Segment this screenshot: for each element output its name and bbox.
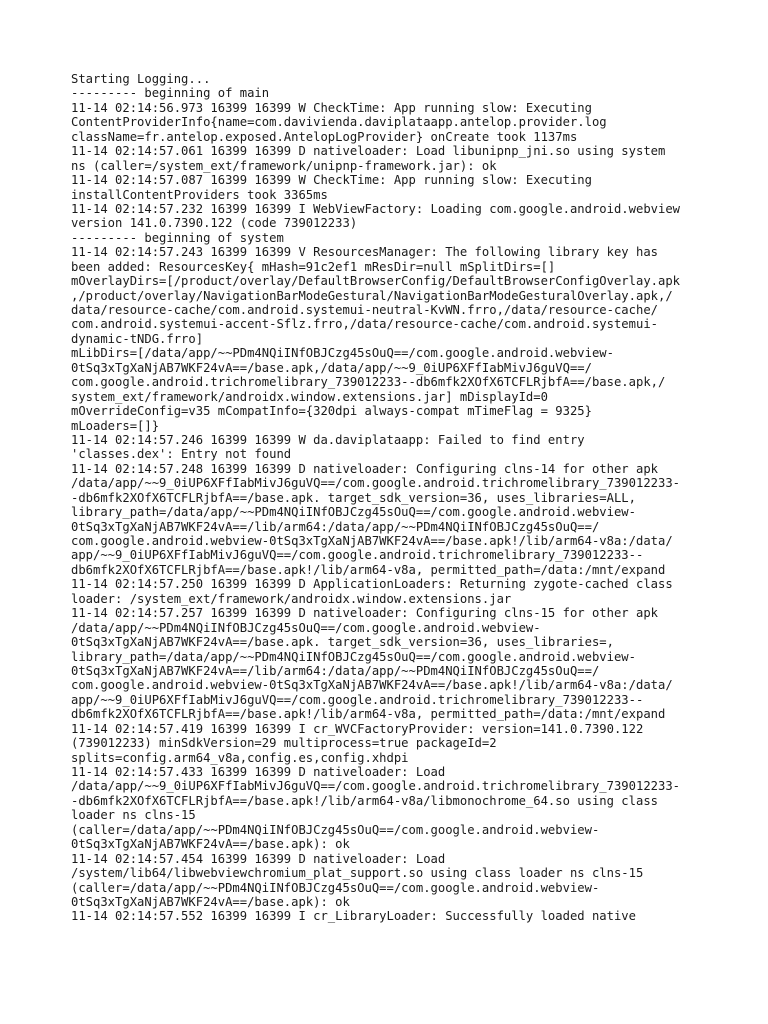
log-line: mOverlayDirs=[/product/overlay/DefaultBrowserConfig/DefaultBrowserConfigOverlay.apk [71,274,681,289]
log-line: 11-14 02:14:57.087 16399 16399 W CheckTime: App running slow: Executing [71,173,592,188]
log-line: dynamic-tNDG.frro] [71,331,204,346]
log-line: 11-14 02:14:57.246 16399 16399 W da.daviplataapp: Failed to find entry [71,432,585,447]
log-line: library_path=/data/app/~~PDm4NQiINfOBJCzg45sOuQ==/com.google.android.webview- [71,649,636,664]
log-line: -db6mfk2XOfX6TCFLRjbfA==/base.apk!/lib/arm64-v8a/libmonochrome_64.so using class [71,793,658,808]
log-line: ns (caller=/system_ext/framework/unipnp-framework.jar): ok [71,158,497,173]
log-line: /data/app/~~9_0iUP6XFfIabMivJ6guVQ==/com.google.android.trichromelibrary_739012233- [71,476,681,491]
log-line: 11-14 02:14:57.552 16399 16399 I cr_LibraryLoader: Successfully loaded native [71,909,636,924]
log-line: been added: ResourcesKey{ mHash=91c2ef1 mResDir=null mSplitDirs=[] [71,259,556,274]
log-line: db6mfk2XOfX6TCFLRjbfA==/base.apk!/lib/arm64-v8a, permitted_path=/data:/mnt/expand [71,707,666,722]
log-line: 11-14 02:14:57.232 16399 16399 I WebViewFactory: Loading com.google.android.webview [71,201,681,216]
log-line: /system/lib64/libwebviewchromium_plat_support.so using class loader ns clns-15 [71,866,644,881]
log-line: mOverrideConfig=v35 mCompatInfo={320dpi always-compat mTimeFlag = 9325} [71,404,592,419]
log-line: loader: /system_ext/framework/androidx.window.extensions.jar [71,591,512,606]
log-line: -db6mfk2XOfX6TCFLRjbfA==/base.apk. target_sdk_version=36, uses_libraries=ALL, [71,490,636,505]
log-line: 0tSq3xTgXaNjAB7WKF24vA==/lib/arm64:/data/app/~~PDm4NQiINfOBJCzg45sOuQ==/ [71,663,600,678]
log-line: --------- beginning of system [71,230,284,245]
log-line: installContentProviders took 3365ms [71,187,328,202]
log-line: splits=config.arm64_v8a,config.es,config.xhdpi [71,750,409,765]
log-line: --------- beginning of main [71,86,270,101]
log-line: mLibDirs=[/data/app/~~PDm4NQiINfOBJCzg45sOuQ==/com.google.android.webview- [71,346,614,361]
log-line: com.google.android.webview-0tSq3xTgXaNjAB7WKF24vA==/base.apk!/lib/arm64-v8a:/data/ [71,678,673,693]
log-line: system_ext/framework/androidx.window.extensions.jar] mDisplayId=0 [71,389,548,404]
log-line: (caller=/data/app/~~PDm4NQiINfOBJCzg45sOuQ==/com.google.android.webview- [71,880,600,895]
log-line: loader ns clns-15 [71,808,196,823]
log-line: ContentProviderInfo{name=com.davivienda.daviplataapp.antelop.provider.log [71,115,607,130]
log-line: mLoaders=[]} [71,418,160,433]
log-line: com.google.android.trichromelibrary_739012233--db6mfk2XOfX6TCFLRjbfA==/base.apk,/ [71,375,666,390]
log-line: /data/app/~~9_0iUP6XFfIabMivJ6guVQ==/com.google.android.trichromelibrary_739012233- [71,779,681,794]
log-line: library_path=/data/app/~~PDm4NQiINfOBJCzg45sOuQ==/com.google.android.webview- [71,505,636,520]
log-line: 11-14 02:14:57.433 16399 16399 D nativeloader: Load [71,765,446,779]
log-line: 0tSq3xTgXaNjAB7WKF24vA==/base.apk,/data/app/~~9_0iUP6XFfIabMivJ6guVQ==/ [71,360,592,375]
log-line: app/~~9_0iUP6XFfIabMivJ6guVQ==/com.google.android.trichromelibrary_739012233-- [71,548,644,563]
log-line: (739012233) minSdkVersion=29 multiprocess=true packageId=2 [71,736,497,751]
log-line: 11-14 02:14:57.454 16399 16399 D nativeloader: Load [71,851,446,866]
log-line: 0tSq3xTgXaNjAB7WKF24vA==/base.apk. target_sdk_version=36, uses_libraries=, [71,635,614,650]
log-line: data/resource-cache/com.android.systemui-neutral-KvWN.frro,/data/resource-cache/ [71,303,658,317]
log-line: 11-14 02:14:57.248 16399 16399 D nativeloader: Configuring clns-14 for other apk [71,461,658,476]
log-line: 0tSq3xTgXaNjAB7WKF24vA==/base.apk): ok [71,837,350,852]
log-line: 11-14 02:14:57.257 16399 16399 D nativeloader: Configuring clns-15 for other apk [71,606,658,621]
log-line: 11-14 02:14:57.061 16399 16399 D nativeloader: Load libunipnp_jni.so using system [71,144,666,159]
log-line: com.android.systemui-accent-Sflz.frro,/data/resource-cache/com.android.systemui- [71,317,658,332]
log-line: Starting Logging... [71,72,211,86]
log-line: 0tSq3xTgXaNjAB7WKF24vA==/base.apk): ok [71,894,350,909]
log-line: 11-14 02:14:57.243 16399 16399 V ResourcesManager: The following library key has [71,245,658,260]
log-line: ,/product/overlay/NavigationBarModeGestural/NavigationBarModeGesturalOverlay.apk,/ [71,288,673,303]
log-line: 11-14 02:14:56.973 16399 16399 W CheckTime: App running slow: Executing [71,100,592,115]
log-line: 0tSq3xTgXaNjAB7WKF24vA==/lib/arm64:/data/app/~~PDm4NQiINfOBJCzg45sOuQ==/ [71,519,600,534]
log-line: (caller=/data/app/~~PDm4NQiINfOBJCzg45sOuQ==/com.google.android.webview- [71,822,600,837]
log-line: app/~~9_0iUP6XFfIabMivJ6guVQ==/com.google.android.trichromelibrary_739012233-- [71,692,644,707]
log-line: 11-14 02:14:57.419 16399 16399 I cr_WVCFactoryProvider: version=141.0.7390.122 [71,721,644,736]
log-line: 'classes.dex': Entry not found [71,447,292,462]
log-line: com.google.android.webview-0tSq3xTgXaNjAB7WKF24vA==/base.apk!/lib/arm64-v8a:/data/ [71,534,673,548]
log-line: /data/app/~~PDm4NQiINfOBJCzg45sOuQ==/com.google.android.webview- [71,620,541,635]
log-line: version 141.0.7390.122 (code 739012233) [71,216,358,231]
log-line: db6mfk2XOfX6TCFLRjbfA==/base.apk!/lib/arm64-v8a, permitted_path=/data:/mnt/expand [71,562,666,577]
log-line: 11-14 02:14:57.250 16399 16399 D ApplicationLoaders: Returning zygote-cached class [71,577,673,592]
log-text-block [71,72,761,924]
log-line: className=fr.antelop.exposed.AntelopLogProvider} onCreate took 1137ms [71,129,578,144]
